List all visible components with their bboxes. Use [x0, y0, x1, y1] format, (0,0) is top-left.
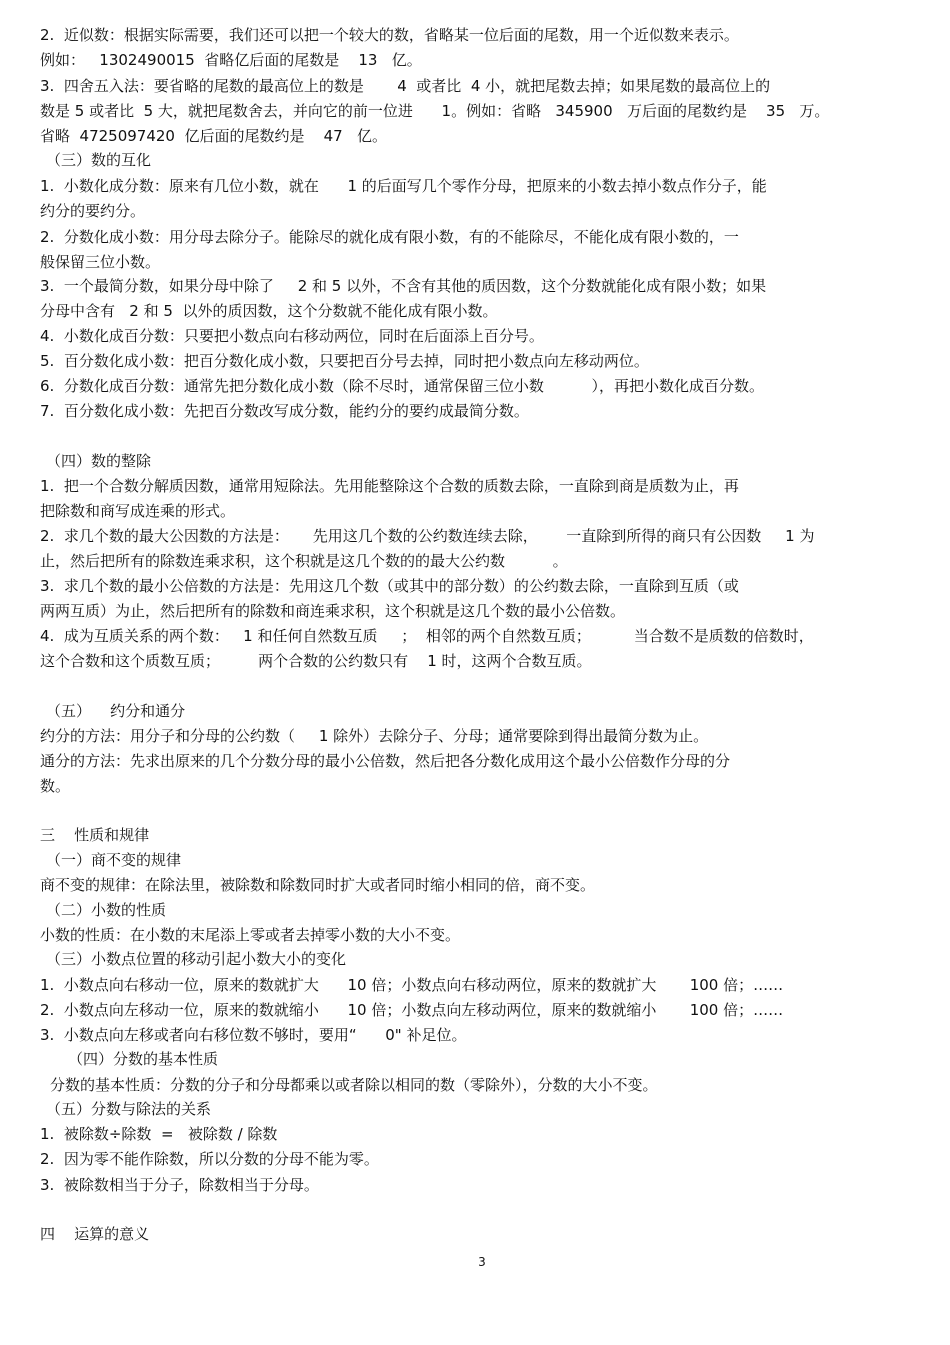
text-line: 分母中含有 2 和 5 以外的质因数，这个分数就不能化成有限小数。 [40, 302, 498, 320]
text-line: 3. 四舍五入法：要省略的尾数的最高位上的数是 4 或者比 4 小，就把尾数去掉；如果尾数的最高位上的 [40, 77, 771, 95]
text-line: 例如： 1302490015 省略亿后面的尾数是 13 亿。 [40, 51, 422, 69]
text-line: 2. 求几个数的最大公因数的方法是： 先用这几个数的公约数连续去除， 一直除到所得的商只有公因数 1 为 [40, 527, 815, 545]
section-heading: （三）数的互化 [46, 151, 152, 169]
text-line: 2. 因为零不能作除数，所以分数的分母不能为零。 [40, 1150, 379, 1168]
text-line: 数。 [40, 777, 71, 795]
text-line: 3. 被除数相当于分子，除数相当于分母。 [40, 1176, 319, 1194]
text-line: 止，然后把所有的除数连乘求积，这个积就是这几个数的的最大公约数 。 [40, 552, 568, 570]
text-line: 般保留三位小数。 [40, 253, 161, 271]
text-line: 商不变的规律：在除法里，被除数和除数同时扩大或者同时缩小相同的倍，商不变。 [40, 876, 596, 894]
section-heading: （三）小数点位置的移动引起小数大小的变化 [46, 950, 347, 968]
section-heading: （二）小数的性质 [46, 901, 167, 919]
chapter-heading: 三 性质和规律 [40, 826, 150, 844]
text-line: 3. 小数点向左移或者向右移位数不够时，要用“ 0" 补足位。 [40, 1026, 467, 1044]
text-line: 小数的性质：在小数的末尾添上零或者去掉零小数的大小不变。 [40, 926, 461, 944]
text-line: 这个合数和这个质数互质； 两个合数的公约数只有 1 时，这两个合数互质。 [40, 652, 592, 670]
text-line: 两两互质）为止，然后把所有的除数和商连乘求积，这个积就是这几个数的最小公倍数。 [40, 602, 626, 620]
text-line: 把除数和商写成连乘的形式。 [40, 502, 236, 520]
text-line: 约分的要约分。 [40, 202, 146, 220]
text-line: 1. 小数点向右移动一位，原来的数就扩大 10 倍；小数点向右移动两位，原来的数就扩大 100 倍；…… [40, 976, 784, 994]
text-line: 约分的方法：用分子和分母的公约数（ 1 除外）去除分子、分母；通常要除到得出最简分数为止。 [40, 727, 709, 745]
chapter-heading: 四 运算的意义 [40, 1225, 150, 1243]
section-heading: （四）分数的基本性质 [68, 1050, 219, 1068]
text-line: 3. 一个最简分数，如果分母中除了 2 和 5 以外，不含有其他的质因数，这个分数就能化成有限小数；如果 [40, 277, 767, 295]
text-line: 5. 百分数化成小数：把百分数化成小数，只要把百分号去掉，同时把小数点向左移动两位。 [40, 352, 649, 370]
text-line: 1. 被除数÷除数 = 被除数 / 除数 [40, 1125, 278, 1143]
text-line: 分数的基本性质：分数的分子和分母都乘以或者除以相同的数（零除外），分数的大小不变。 [50, 1076, 658, 1094]
text-line: 1. 把一个合数分解质因数，通常用短除法。先用能整除这个合数的质数去除，一直除到商是质数为止，再 [40, 477, 739, 495]
text-line: 省略 4725097420 亿后面的尾数约是 47 亿。 [40, 127, 387, 145]
section-heading: （一）商不变的规律 [46, 851, 182, 869]
page-number: 3 [478, 1255, 486, 1269]
text-line: 2. 小数点向左移动一位，原来的数就缩小 10 倍；小数点向左移动两位，原来的数就缩小 100 倍；…… [40, 1001, 784, 1019]
text-line: 数是 5 或者比 5 大，就把尾数舍去，并向它的前一位进 1。例如：省略 345900 万后面的尾数约是 35 万。 [40, 102, 830, 120]
text-line: 6. 分数化成百分数：通常先把分数化成小数（除不尽时，通常保留三位小数 ），再把小数化成百分数。 [40, 377, 765, 395]
section-heading: （五） 约分和通分 [46, 702, 186, 720]
section-heading: （五）分数与除法的关系 [46, 1100, 212, 1118]
text-line: 4. 成为互质关系的两个数： 1 和任何自然数互质 ； 相邻的两个自然数互质； 当合数不是质数的倍数时， [40, 627, 814, 645]
text-line: 3. 求几个数的最小公倍数的方法是：先用这几个数（或其中的部分数）的公约数去除，一直除到互质（或 [40, 577, 739, 595]
section-heading: （四）数的整除 [46, 452, 152, 470]
text-line: 4. 小数化成百分数：只要把小数点向右移动两位，同时在后面添上百分号。 [40, 327, 544, 345]
text-line: 2. 分数化成小数：用分母去除分子。能除尽的就化成有限小数，有的不能除尽，不能化成有限小数的，一 [40, 228, 739, 246]
text-line: 7. 百分数化成小数：先把百分数改写成分数，能约分的要约成最简分数。 [40, 402, 529, 420]
text-line: 2. 近似数：根据实际需要，我们还可以把一个较大的数，省略某一位后面的尾数，用一个近似数来表示。 [40, 26, 739, 44]
text-line: 通分的方法：先求出原来的几个分数分母的最小公倍数，然后把各分数化成用这个最小公倍数作分母的分 [40, 752, 731, 770]
text-line: 1. 小数化成分数：原来有几位小数，就在 1 的后面写几个零作分母，把原来的小数去掉小数点作分子，能 [40, 177, 767, 195]
